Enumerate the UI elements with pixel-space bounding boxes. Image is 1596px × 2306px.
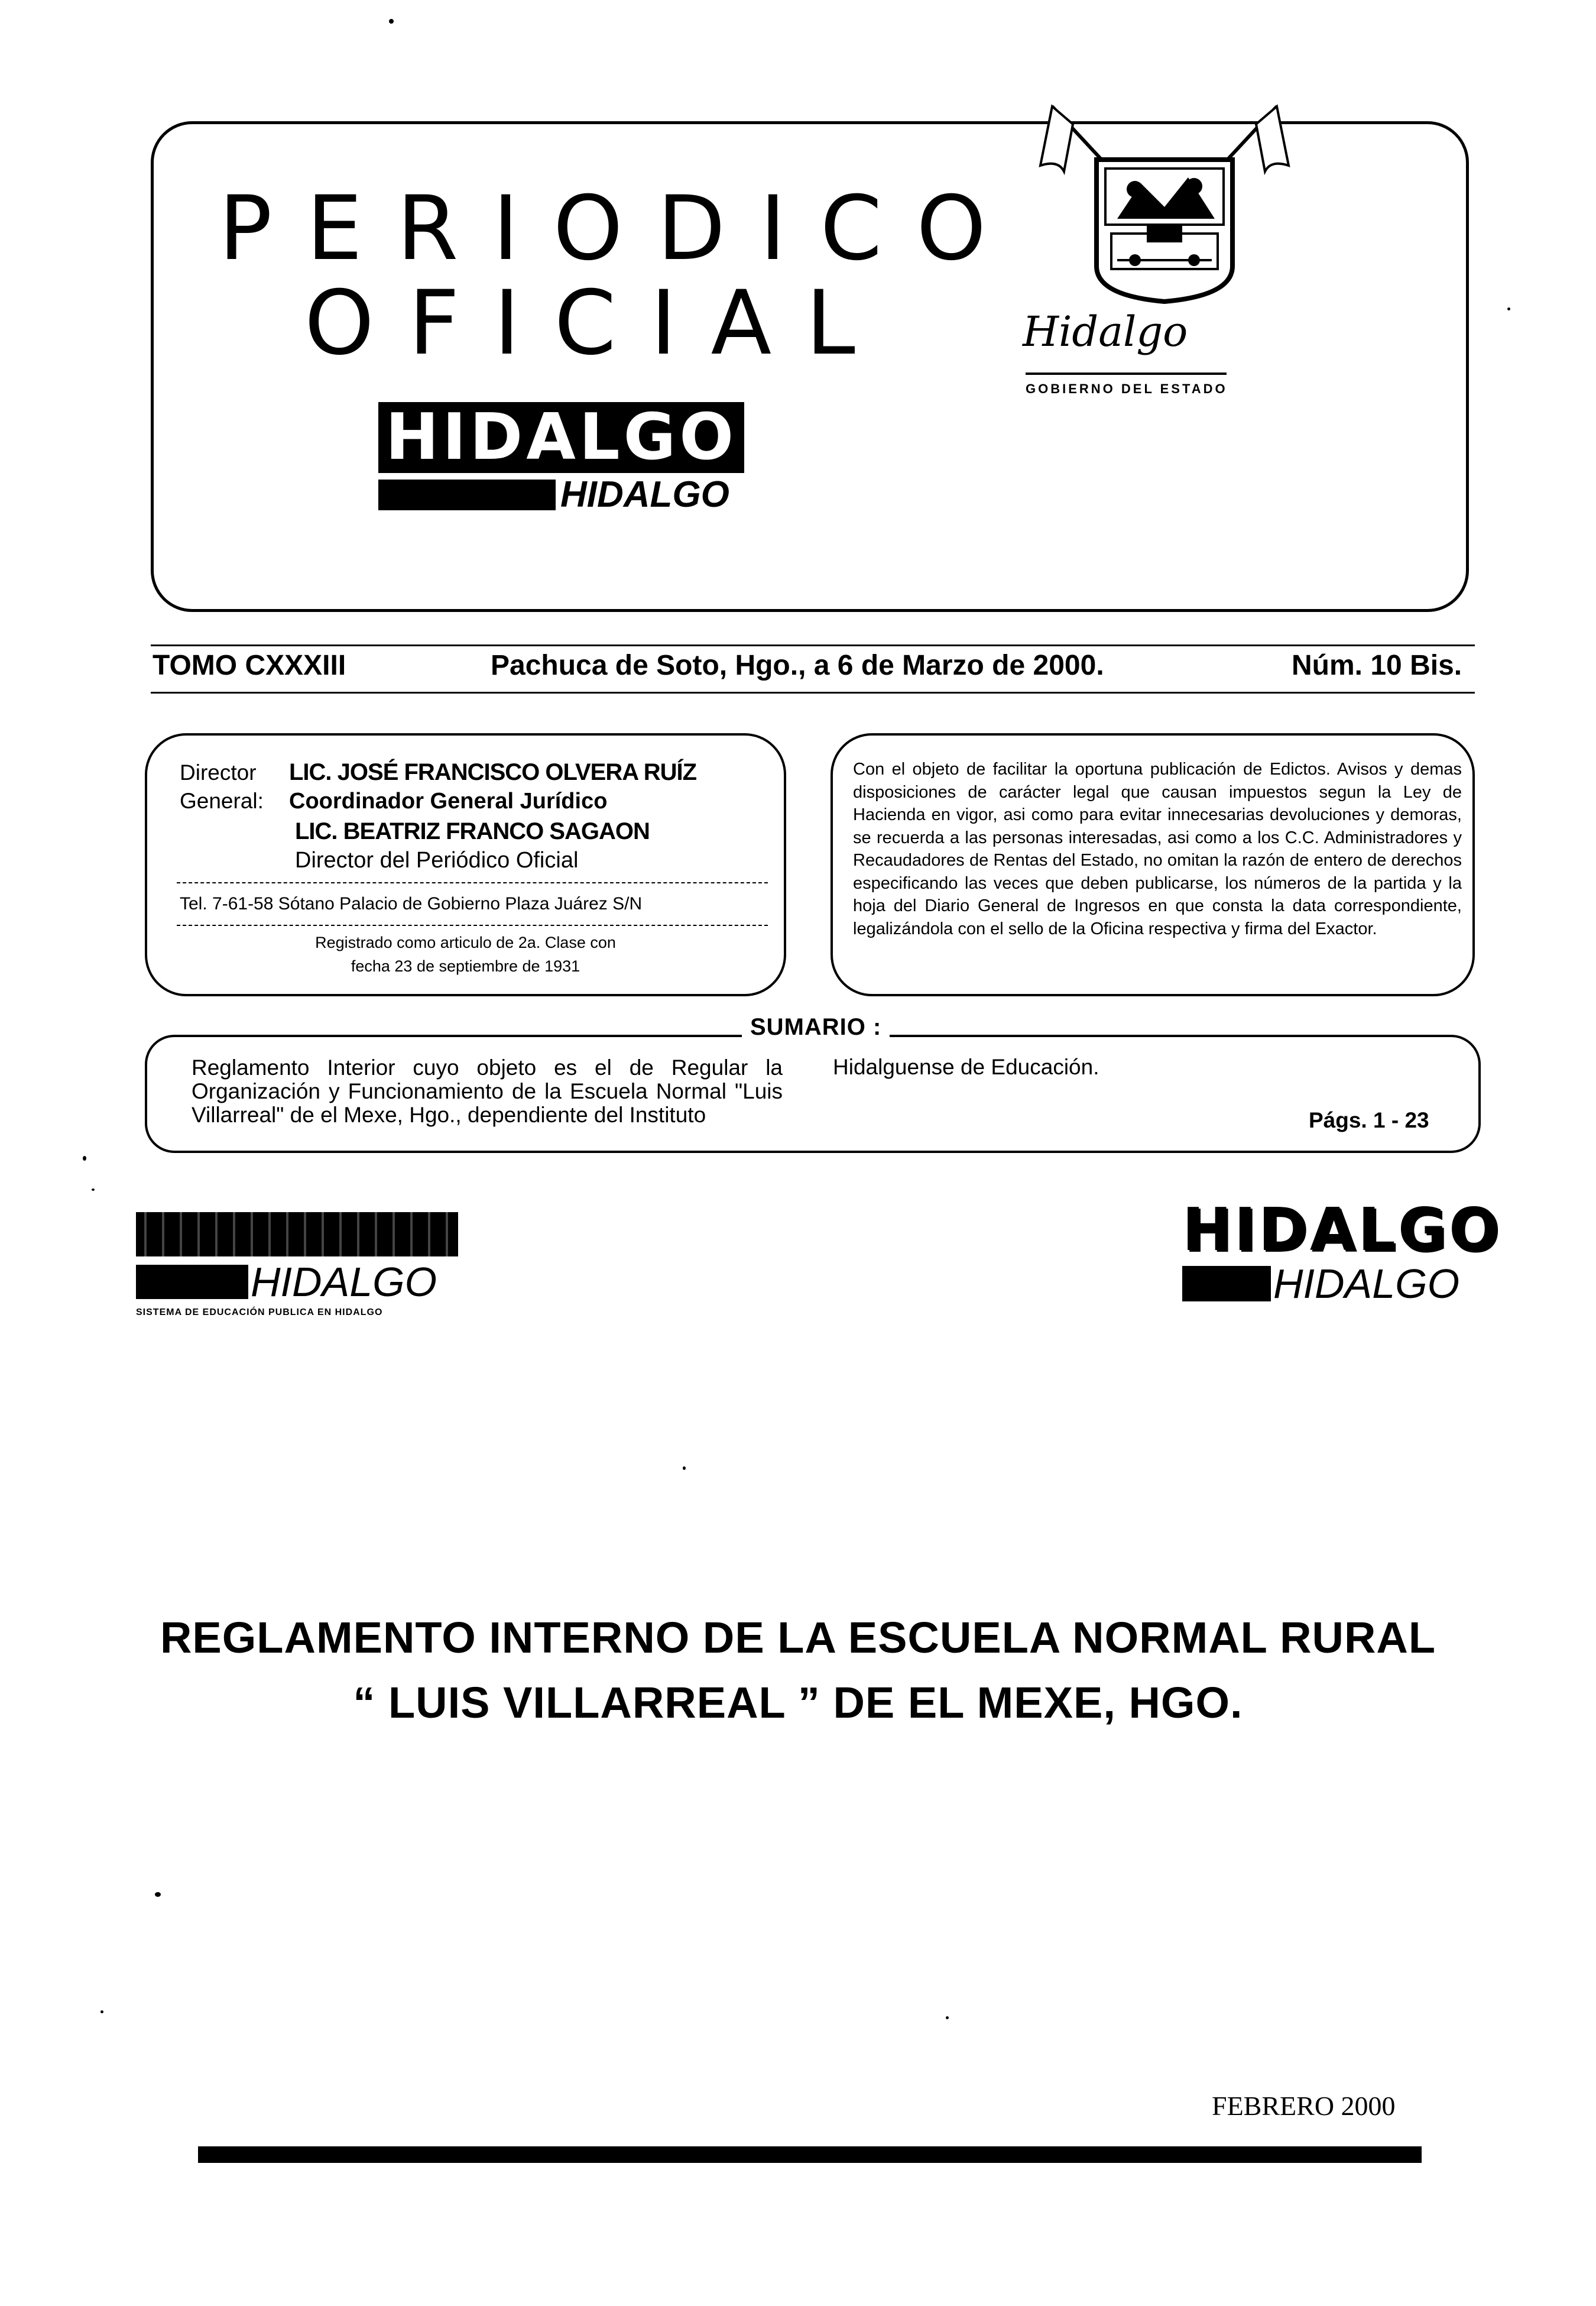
sumario-pages: Págs. 1 - 23 — [1309, 1108, 1429, 1132]
scan-speck — [100, 2010, 103, 2013]
sumario-right-text: Hidalguense de Educación. — [833, 1055, 1099, 1079]
oficial-title: OFICIAL — [304, 272, 890, 375]
logo-bar — [136, 1265, 248, 1299]
hidalgo-logo-right — [1182, 1195, 1502, 1307]
hidalgo-logo-sub: HIDALGO — [560, 474, 729, 515]
scan-speck — [1507, 307, 1510, 310]
editor-name: LIC. BEATRIZ FRANCO SAGAON — [295, 818, 650, 844]
sumario-left-text: Reglamento Interior cuyo objeto es el de Regular la Organización y Funcionamiento de la Escuela Normal "Luis Villarreal" de el Mexe, Hgo., dependiente del Instituto — [192, 1055, 783, 1127]
periodico-title: PERIODICO — [219, 177, 1021, 280]
document-title-line-1: REGLAMENTO INTERNO DE LA ESCUELA NORMAL RURAL — [160, 1613, 1436, 1662]
issue-number: Núm. 10 Bis. — [1292, 650, 1462, 681]
coat-of-arms-icon — [1017, 89, 1312, 337]
general-label: General: — [180, 789, 264, 813]
director-label: Director — [180, 760, 257, 785]
editor-role: Director del Periódico Oficial — [295, 848, 579, 873]
notice-box — [831, 733, 1475, 996]
registration-line-1: Registrado como articulo de 2a. Clase con — [315, 934, 616, 951]
sep-hidalgo-logo — [136, 1212, 458, 1318]
divider — [151, 692, 1475, 694]
divider — [1026, 373, 1227, 375]
right-logo-main: HIDALGO — [1182, 1195, 1502, 1264]
scan-speck — [389, 19, 394, 24]
logo-bar — [378, 480, 556, 510]
gobierno-label: GOBIERNO DEL ESTADO — [1026, 381, 1228, 396]
tomo-label: TOMO CXXXIII — [153, 650, 346, 681]
hidalgo-logo — [378, 402, 744, 513]
address: Tel. 7-61-58 Sótano Palacio de Gobierno Plaza Juárez S/N — [180, 894, 643, 914]
sistema-caption: SISTEMA DE EDUCACIÓN PUBLICA EN HIDALGO — [136, 1307, 383, 1317]
logo-bar — [1182, 1266, 1271, 1301]
document-date: FEBRERO 2000 — [1212, 2091, 1396, 2121]
scan-speck — [946, 2016, 949, 2019]
footer-bar — [198, 2146, 1422, 2163]
divider — [177, 925, 768, 926]
document-title — [0, 1605, 1596, 1735]
divider — [177, 882, 768, 883]
divider — [151, 644, 1475, 646]
director-name: LIC. JOSÉ FRANCISCO OLVERA RUÍZ — [289, 759, 697, 785]
sumario-box — [145, 1035, 1481, 1153]
document-title-line-2: “ LUIS VILLARREAL ” DE EL MEXE, HGO. — [353, 1678, 1243, 1727]
scan-speck — [83, 1156, 86, 1161]
hidalgo-logo-main: HIDALGO — [378, 402, 744, 473]
director-role: Coordinador General Jurídico — [289, 789, 608, 814]
scan-speck — [683, 1466, 686, 1470]
logo-texture — [136, 1212, 458, 1256]
scan-speck — [155, 1892, 161, 1897]
hidalgo-script: Hidalgo — [1023, 307, 1188, 356]
right-logo-sub: HIDALGO — [1273, 1261, 1460, 1307]
left-logo-sub: HIDALGO — [251, 1259, 437, 1305]
scan-speck — [92, 1188, 95, 1191]
director-box — [145, 733, 786, 996]
place-date: Pachuca de Soto, Hgo., a 6 de Marzo de 2000. — [491, 650, 1104, 681]
registration-line-2: fecha 23 de septiembre de 1931 — [351, 957, 580, 975]
notice-text: Con el objeto de facilitar la oportuna publicación de Edictos. Avisos y demas disposiciones de carácter legal que causan impuestos segun la Ley de Hacienda en vigor, asi como para evitar innecesarias devoluciones y demoras, se recuerda a las personas interesadas, asi como a los C.C. Administradores y Recaudadores de Rentas del Estado, no omitan la razón de entero de derechos especificando las veces que deben publicarse, los números de la partida y la hoja del Diario General de Ingresos en que consta la data correspondiente, legalizándola con el sello de la Oficina respectiva y firma del Exactor. — [853, 760, 1462, 938]
sumario-label: SUMARIO : — [742, 1014, 890, 1041]
